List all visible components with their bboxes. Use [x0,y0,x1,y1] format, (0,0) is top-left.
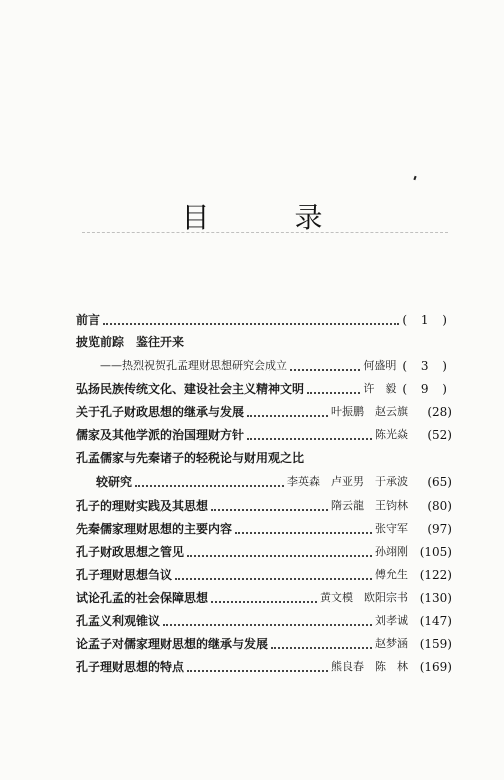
leader-dots [247,426,372,440]
toc-entry [76,468,452,490]
toc-entry [76,398,452,420]
toc-page: (169) [419,660,452,674]
toc-page: ( 9 ) [402,382,452,396]
toc-author: 张守军 [375,522,408,535]
leader-dots [163,612,372,626]
toc-author: 隋云龍 王钧林 [331,499,408,512]
toc-page: (130) [419,591,452,605]
toc-page: (105) [419,545,452,559]
toc-page: (65) [427,475,452,489]
leader-dots [211,497,328,511]
toc-author: 熊良春 陈 林 [331,660,408,673]
toc-title: 前言 [76,313,101,327]
toc-entry [76,328,452,350]
leader-dots [271,635,372,649]
toc-entry [76,421,452,443]
toc-entry [76,538,452,560]
toc-title: ——热烈祝贺孔孟理财思想研究会成立 [100,359,287,372]
toc-title: 孔子理财思想的特点 [76,660,185,674]
toc-author: 李英森 卢亚男 于承波 [287,475,408,488]
toc-entry [76,515,452,537]
leader-dots [187,658,328,672]
toc-page: (28) [427,405,452,419]
title-block [0,196,504,236]
leader-dots [307,380,360,394]
leader-dots [290,357,360,371]
toc-title: 关于孔子财政思想的继承与发展 [76,405,245,419]
toc-entry [76,584,452,606]
leader-dots [235,520,372,534]
toc-title: 孔子的理财实践及其思想 [76,499,209,513]
toc-page: (52) [427,428,452,442]
toc-title: 孔孟义利观锥议 [76,614,161,628]
toc-page: (80) [427,499,452,513]
toc-author: 陈光焱 [375,428,408,441]
leader-dots [247,403,328,417]
toc-title: 论孟子对儒家理财思想的继承与发展 [76,637,269,651]
page-title: 目 录 [181,201,361,234]
toc-author: 孙翊刚 [375,545,408,558]
toc-page: (122) [419,568,452,582]
toc-title: 弘扬民族传统文化、建设社会主义精神文明 [76,382,305,396]
toc-page: (159) [419,637,452,651]
toc-page: ( 3 ) [402,359,452,373]
toc-title: 孔孟儒家与先秦诸子的轻税论与财用观之比 [76,451,305,465]
title-rule [82,232,448,233]
toc-author: 何盛明 [363,359,397,372]
toc-title: 孔子财政思想之管见 [76,545,185,559]
toc-entry [76,653,452,675]
toc-author: 许 毅 [363,382,397,395]
leader-dots [103,311,399,325]
toc-entry [76,444,452,466]
toc-entry [76,492,452,514]
toc-entry [76,607,452,629]
toc-entry [76,306,452,328]
toc-title: 儒家及其他学派的治国理财方针 [76,428,245,442]
toc-title: 较研究 [96,475,133,489]
toc-entry [76,561,452,583]
toc-author: 傅允生 [375,568,408,581]
toc-entry [76,630,452,652]
toc-page: ( 1 ) [402,313,452,327]
toc-author: 赵梦涵 [375,637,408,650]
toc-entry [76,375,452,397]
toc-author: 黄文模 欧阳宗书 [320,591,408,604]
toc-title: 披览前踪 鉴往开来 [76,335,185,349]
toc-title: 试论孔孟的社会保障思想 [76,591,209,605]
toc-title: 孔子理财思想刍议 [76,568,173,582]
toc-page: (147) [419,614,452,628]
toc-entry [76,352,452,374]
toc-page: (97) [427,522,452,536]
leader-dots [135,473,284,487]
toc-title: 先秦儒家理财思想的主要内容 [76,522,233,536]
leader-dots [211,589,317,603]
print-speck [413,176,416,180]
toc-author: 叶振鹏 赵云旗 [331,405,408,418]
leader-dots [175,566,372,580]
leader-dots [187,543,372,557]
toc-author: 刘孝诚 [375,614,408,627]
